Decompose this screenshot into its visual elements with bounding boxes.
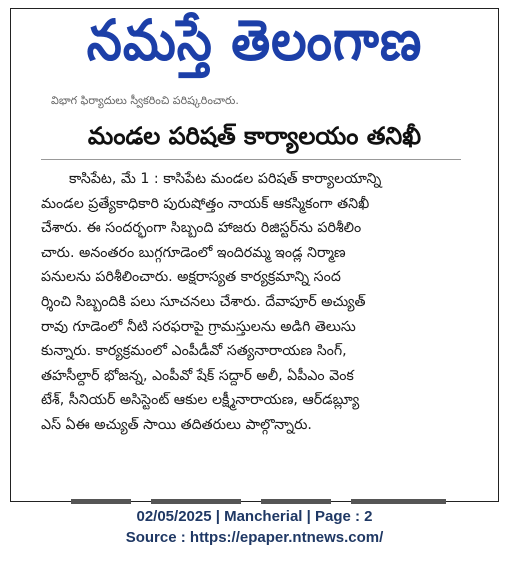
article-headline [11, 121, 498, 157]
newspaper-clipping [10, 8, 499, 502]
article-line: పనులను పరిశీలించారు. అక్షరాస్యత కార్యక్రమాన్ని సంద [41, 269, 341, 286]
masthead-title: నమస్తే తెలంగాణ [86, 7, 423, 73]
article-line: టేశ్, సీనియర్ అసిస్టెంట్ ఆకుల లక్ష్మీనారాయణ, ఆర్‌డబ్ల్యూ [41, 392, 360, 409]
article-line: కాసిపేట, మే 1 : కాసిపేట మండల పరిషత్ కార్యాలయాన్ని [69, 171, 382, 187]
masthead [11, 9, 498, 85]
article-line: మండల ప్రత్యేకాధికారి పురుషోత్తం నాయక్ ఆకస్మికంగా తనిఖీ [41, 195, 370, 212]
article-line: తహసీల్దార్ భోజన్న, ఎంపీవో షేక్ సద్దార్ అలీ, ఏపీఎం వెంక [41, 367, 354, 384]
clipping-footer [0, 506, 509, 548]
source-link[interactable]: Source : https://epaper.ntnews.com/ [125, 529, 384, 546]
headline-text: మండల పరిషత్ కార్యాలయం తనిఖీ [87, 122, 422, 150]
clipped-next-article-edge [71, 493, 451, 503]
article-line: చేశారు. ఈ సందర్భంగా సిబ్బంది హాజరు రిజిస్టర్‌ను పరిశీలిం [41, 220, 362, 237]
edition-info: 02/05/2025 | Mancherial | Page : 2 [136, 508, 373, 525]
article-line: ర్శించి సిబ్బందికి పలు సూచనలు చేశారు. దేవాపూర్ అచ్యుత్ [41, 293, 366, 310]
article-line: రావు గూడెంలో నీటి సరఫరాపై గ్రామస్తులను అడిగి తెలుసు [41, 318, 356, 335]
article-line: కున్నారు. కార్యక్రమంలో ఎంపీడీవో సత్యనారాయణ సింగ్, [41, 343, 347, 360]
headline-divider [41, 159, 461, 160]
clipped-previous-article-line [51, 94, 431, 111]
article-line: ఎస్ ఏఈ అచ్యుత్ సాయి తదితరులు పాల్గొన్నారు. [41, 416, 312, 433]
clipped-text-fragment [71, 494, 451, 504]
article-body [41, 167, 469, 438]
clipped-text: విభాగ ఫిర్యాదులు స్వీకరించి పరిష్కరించారు. [51, 94, 239, 107]
article-line: చారు. అనంతరం బుగ్గగూడెంలో ఇందిరమ్మ ఇండ్ల నిర్మాణ [41, 244, 346, 261]
